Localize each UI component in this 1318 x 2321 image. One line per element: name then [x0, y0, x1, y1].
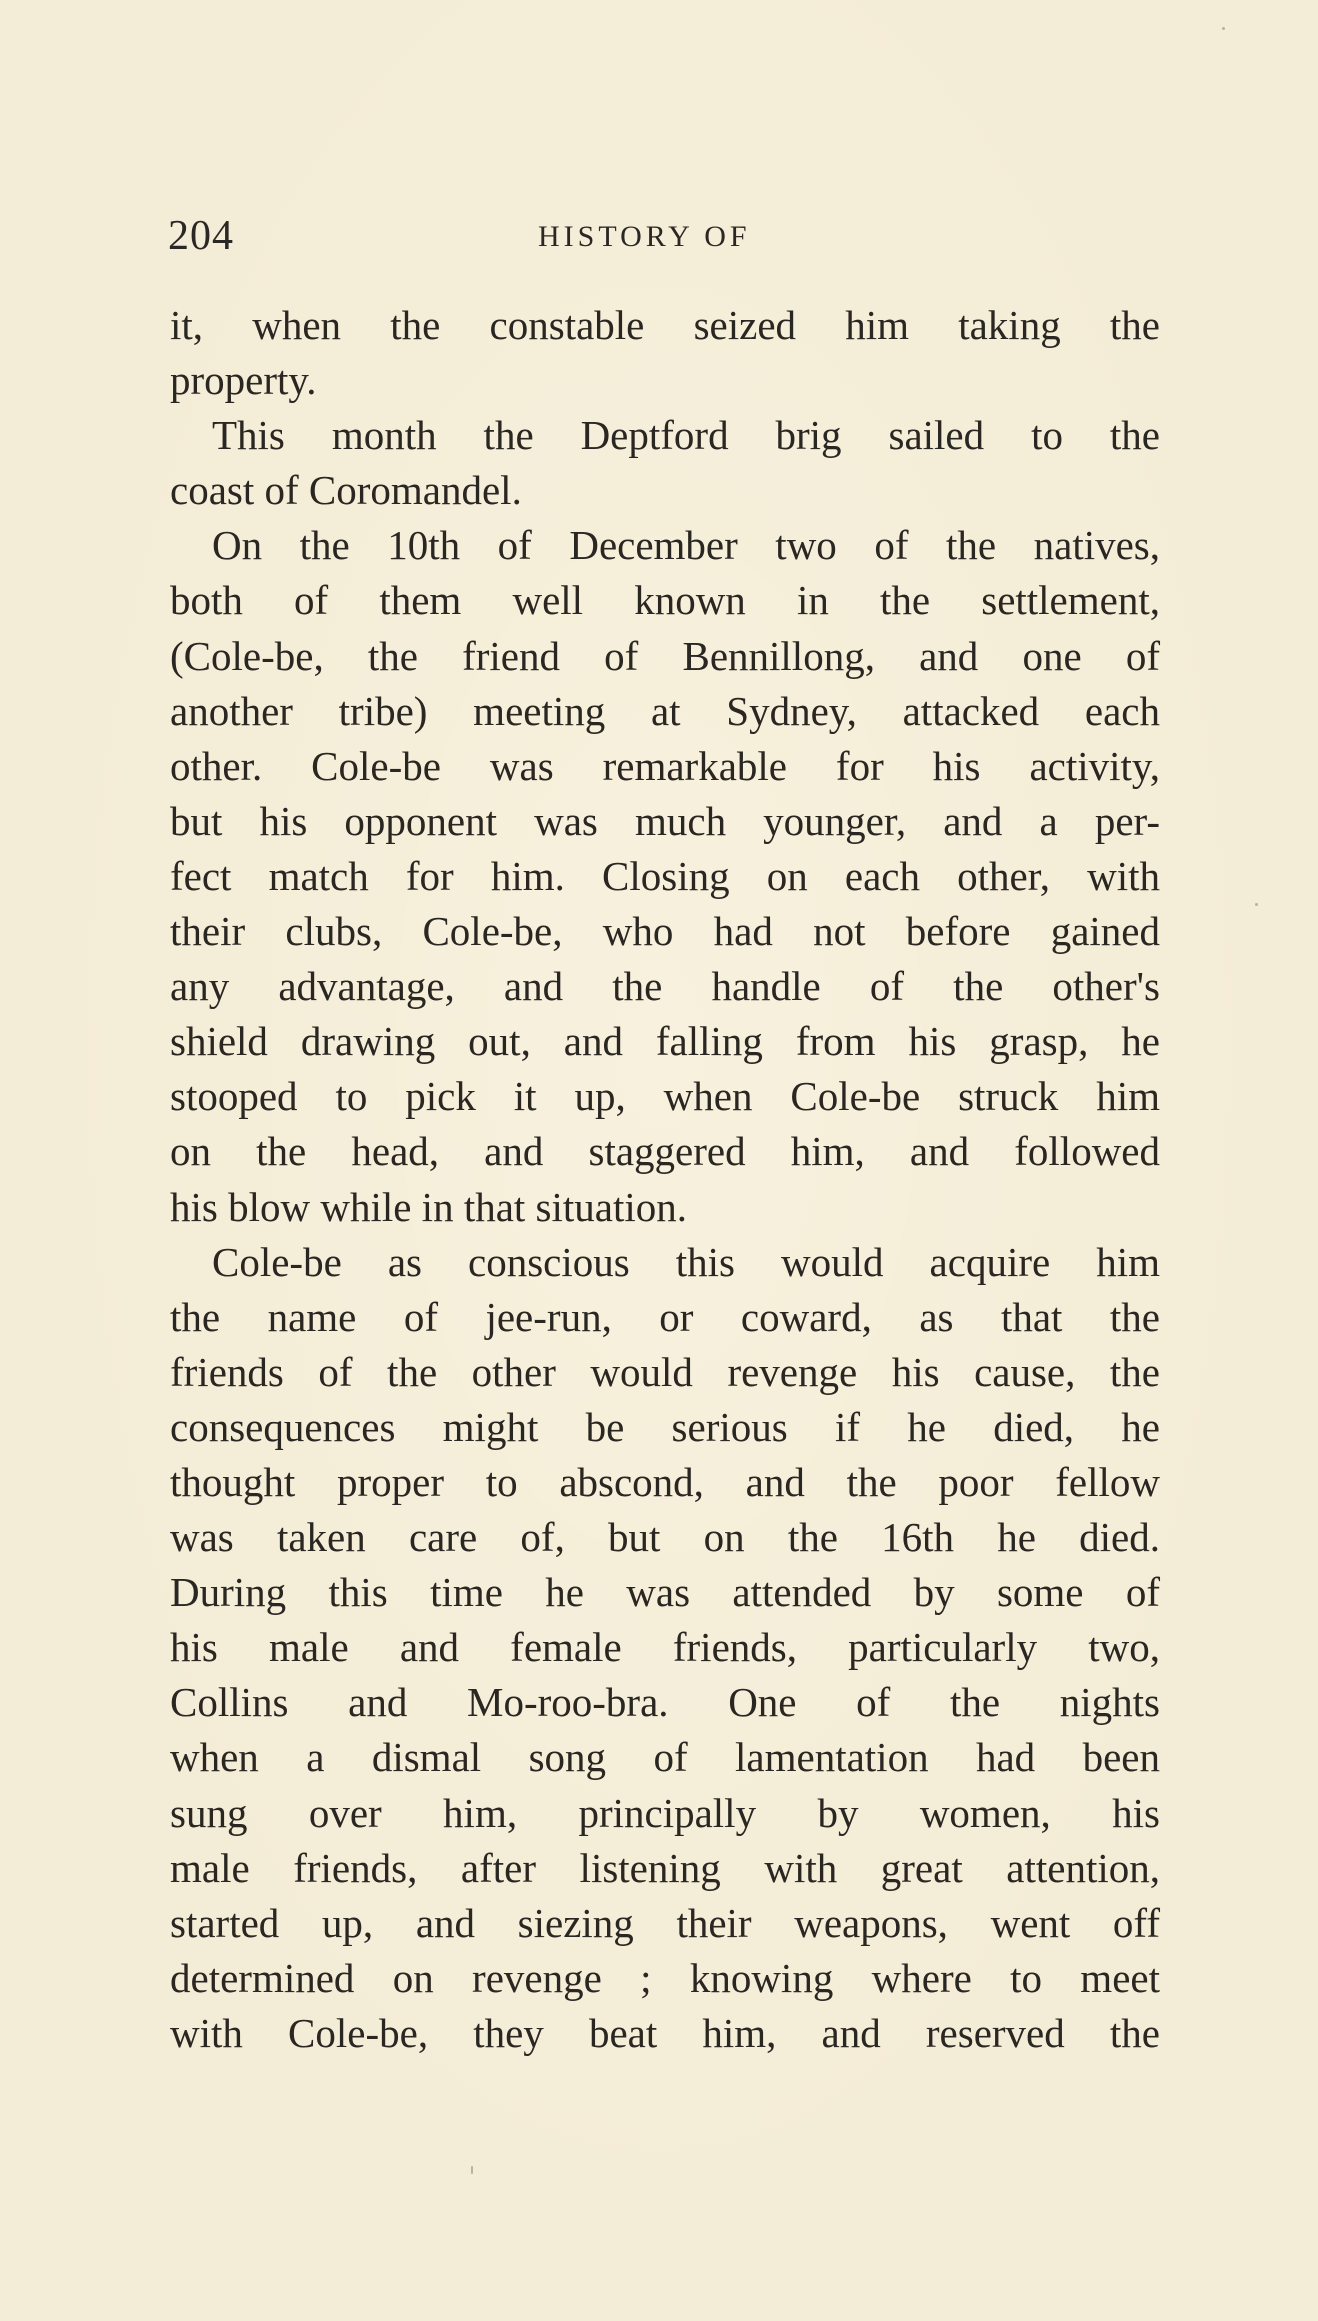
paper-speck	[1222, 27, 1225, 30]
text-line: stooped to pick it up, when Cole-be struck him	[170, 1073, 1160, 1120]
text-line: fect match for him. Closing on each other, with	[170, 852, 1160, 899]
running-head-title: HISTORY OF	[538, 220, 751, 253]
text-line: it, when the constable seized him taking the	[170, 302, 1160, 348]
body-text	[170, 298, 1160, 2061]
text-line: coast of Coromandel.	[170, 467, 522, 514]
text-line: Collins and Mo-roo-bra. One of the nights	[170, 1679, 1160, 1726]
text-line: was taken care of, but on the 16th he died.	[170, 1514, 1160, 1561]
text-line: friends of the other would revenge his cause, the	[170, 1348, 1160, 1395]
text-line: his male and female friends, particularly two,	[170, 1624, 1160, 1671]
text-line: This month the Deptford brig sailed to the	[212, 412, 1160, 459]
text-line: but his opponent was much younger, and a per-	[170, 797, 1160, 844]
page-number: 204	[168, 213, 234, 259]
text-line: Cole-be as conscious this would acquire him	[212, 1238, 1160, 1285]
text-line: their clubs, Cole-be, who had not before gained	[170, 908, 1160, 955]
text-line: both of them well known in the settlement,	[170, 577, 1160, 624]
text-line: the name of jee-run, or coward, as that the	[170, 1293, 1160, 1340]
text-line: started up, and siezing their weapons, went off	[170, 1899, 1160, 1946]
text-line: on the head, and staggered him, and followed	[170, 1128, 1160, 1175]
text-line: any advantage, and the handle of the other's	[170, 963, 1160, 1010]
text-line: consequences might be serious if he died, he	[170, 1403, 1160, 1450]
text-line: property.	[170, 357, 317, 404]
text-line: On the 10th of December two of the natives,	[212, 522, 1160, 569]
text-line: other. Cole-be was remarkable for his activity,	[170, 742, 1160, 789]
text-line: sung over him, principally by women, his	[170, 1789, 1160, 1836]
text-line: male friends, after listening with great attention,	[170, 1844, 1160, 1891]
text-line: with Cole-be, they beat him, and reserved the	[170, 2009, 1160, 2056]
text-line: his blow while in that situation.	[170, 1183, 688, 1230]
text-line: (Cole-be, the friend of Bennillong, and one of	[170, 632, 1160, 679]
text-line: determined on revenge ; knowing where to meet	[170, 1954, 1160, 2001]
text-line: thought proper to abscond, and the poor fellow	[170, 1458, 1160, 1505]
text-line: another tribe) meeting at Sydney, attacked each	[170, 687, 1160, 734]
text-line: During this time he was attended by some of	[170, 1569, 1160, 1616]
running-head	[168, 212, 1158, 272]
paper-speck	[1255, 903, 1258, 906]
paper-speck	[471, 2166, 473, 2174]
text-line: shield drawing out, and falling from his grasp, he	[170, 1018, 1160, 1065]
text-line: when a dismal song of lamentation had been	[170, 1734, 1160, 1781]
